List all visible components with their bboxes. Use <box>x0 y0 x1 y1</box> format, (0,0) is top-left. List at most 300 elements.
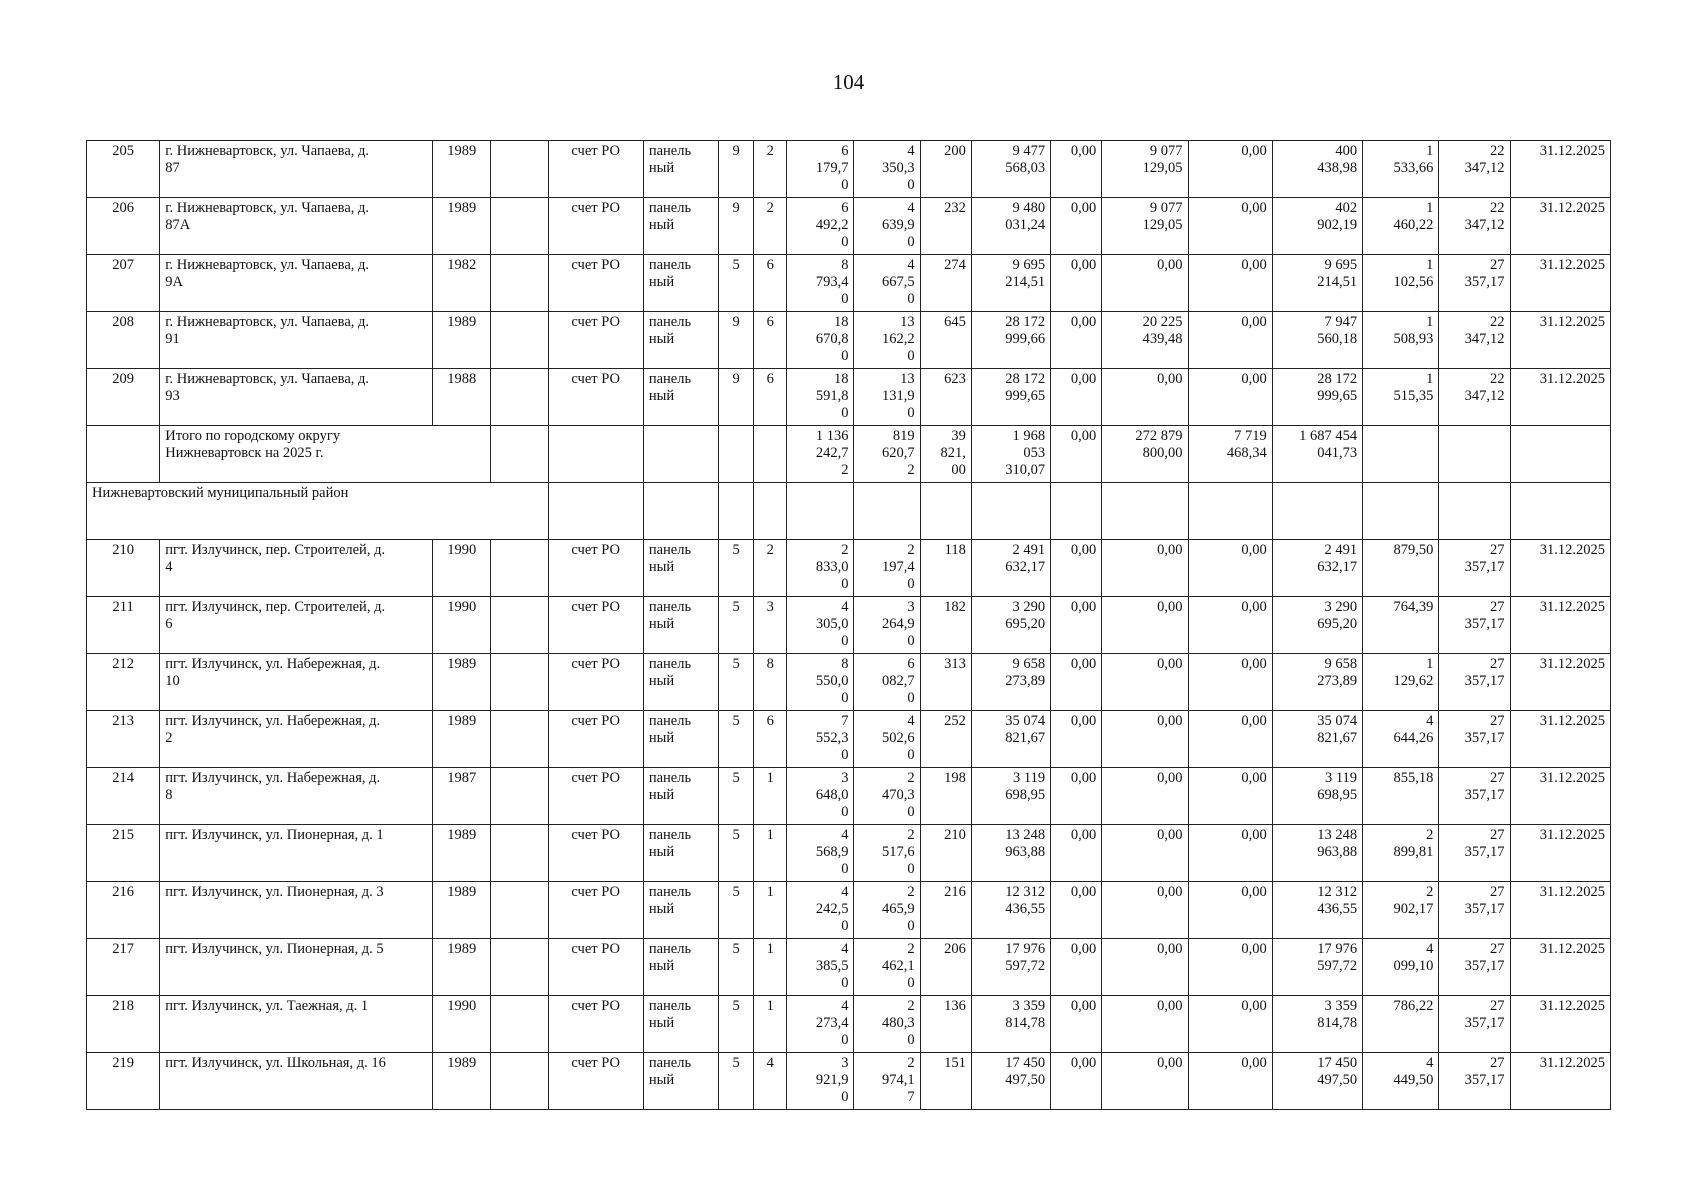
total-residents-cell: 39 821, 00 <box>920 426 971 483</box>
residents-cell: 136 <box>920 996 971 1053</box>
empty-cell <box>491 255 548 312</box>
empty-cell <box>643 426 718 483</box>
total-cost-cell: 13 248 963,88 <box>971 825 1050 882</box>
empty-cell <box>754 426 787 483</box>
owner-funds-cell: 7 947 560,18 <box>1272 312 1362 369</box>
unit-cost-cell: 764,39 <box>1363 597 1439 654</box>
residential-area-cell: 2 517,6 0 <box>854 825 920 882</box>
total-area-cell: 6 179,7 0 <box>787 141 854 198</box>
total-area-total-cell: 1 136 242,7 2 <box>787 426 854 483</box>
year-cell: 1989 <box>433 654 491 711</box>
total-area-cell: 7 552,3 0 <box>787 711 854 768</box>
address-cell: пгт. Излучинск, ул. Набережная, д. 10 <box>160 654 433 711</box>
table-row <box>87 198 1611 255</box>
unit-cost-cell: 1 508,93 <box>1363 312 1439 369</box>
floors-cell: 5 <box>719 540 754 597</box>
residents-cell: 645 <box>920 312 971 369</box>
federal-funds-cell: 0,00 <box>1051 654 1102 711</box>
fund-method-cell: счет РО <box>548 255 643 312</box>
table-row <box>87 996 1611 1053</box>
total-area-cell: 8 550,0 0 <box>787 654 854 711</box>
year-cell: 1989 <box>433 312 491 369</box>
table-row <box>87 711 1611 768</box>
total-area-cell: 4 385,5 0 <box>787 939 854 996</box>
entrances-cell: 6 <box>754 312 787 369</box>
fund-method-cell: счет РО <box>548 369 643 426</box>
empty-cell <box>754 483 787 540</box>
completion-date-cell: 31.12.2025 <box>1510 996 1610 1053</box>
table-row <box>87 882 1611 939</box>
wall-material-cell: панель ный <box>643 198 718 255</box>
regional-funds-cell: 0,00 <box>1102 996 1188 1053</box>
fund-method-cell: счет РО <box>548 711 643 768</box>
cost-limit-cell: 22 347,12 <box>1439 312 1510 369</box>
fund-method-cell: счет РО <box>548 939 643 996</box>
total-cost-cell: 17 976 597,72 <box>971 939 1050 996</box>
regional-funds-cell: 9 077 129,05 <box>1102 198 1188 255</box>
residential-area-cell: 4 639,9 0 <box>854 198 920 255</box>
owner-funds-cell: 17 450 497,50 <box>1272 1053 1362 1110</box>
group-header-row <box>87 483 1611 540</box>
year-cell: 1989 <box>433 882 491 939</box>
group-label: Нижневартовский муниципальный район <box>87 483 549 540</box>
local-funds-cell: 0,00 <box>1188 141 1272 198</box>
unit-cost-cell: 1 102,56 <box>1363 255 1439 312</box>
federal-funds-cell: 0,00 <box>1051 1053 1102 1110</box>
fund-method-cell: счет РО <box>548 768 643 825</box>
owner-funds-cell: 3 359 814,78 <box>1272 996 1362 1053</box>
total-f4-cell: 1 687 454 041,73 <box>1272 426 1362 483</box>
wall-material-cell: панель ный <box>643 711 718 768</box>
row-number: 205 <box>87 141 160 198</box>
completion-date-cell: 31.12.2025 <box>1510 540 1610 597</box>
unit-cost-cell: 4 449,50 <box>1363 1053 1439 1110</box>
cost-limit-cell: 27 357,17 <box>1439 540 1510 597</box>
address-cell: пгт. Излучинск, пер. Строителей, д. 6 <box>160 597 433 654</box>
unit-cost-cell: 2 902,17 <box>1363 882 1439 939</box>
entrances-cell: 6 <box>754 369 787 426</box>
total-area-cell: 8 793,4 0 <box>787 255 854 312</box>
year-cell: 1989 <box>433 939 491 996</box>
wall-material-cell: панель ный <box>643 312 718 369</box>
federal-funds-cell: 0,00 <box>1051 540 1102 597</box>
local-funds-cell: 0,00 <box>1188 198 1272 255</box>
entrances-cell: 1 <box>754 996 787 1053</box>
residents-cell: 216 <box>920 882 971 939</box>
owner-funds-cell: 3 290 695,20 <box>1272 597 1362 654</box>
entrances-cell: 1 <box>754 939 787 996</box>
total-cost-cell: 3 119 698,95 <box>971 768 1050 825</box>
completion-date-cell: 31.12.2025 <box>1510 825 1610 882</box>
year-cell: 1987 <box>433 768 491 825</box>
empty-cell <box>854 483 920 540</box>
entrances-cell: 6 <box>754 255 787 312</box>
floors-cell: 9 <box>719 141 754 198</box>
residential-area-cell: 4 667,5 0 <box>854 255 920 312</box>
address-cell: пгт. Излучинск, ул. Пионерная, д. 5 <box>160 939 433 996</box>
address-cell: пгт. Излучинск, ул. Набережная, д. 2 <box>160 711 433 768</box>
housing-register-table <box>86 140 1611 1110</box>
residential-area-cell: 13 162,2 0 <box>854 312 920 369</box>
completion-date-cell: 31.12.2025 <box>1510 198 1610 255</box>
total-cost-cell: 3 290 695,20 <box>971 597 1050 654</box>
total-cost-cell: 3 359 814,78 <box>971 996 1050 1053</box>
owner-funds-cell: 13 248 963,88 <box>1272 825 1362 882</box>
total-area-cell: 4 242,5 0 <box>787 882 854 939</box>
residents-cell: 200 <box>920 141 971 198</box>
residential-area-cell: 4 502,6 0 <box>854 711 920 768</box>
local-funds-cell: 0,00 <box>1188 1053 1272 1110</box>
floors-cell: 9 <box>719 198 754 255</box>
row-number: 215 <box>87 825 160 882</box>
empty-cell <box>491 882 548 939</box>
wall-material-cell: панель ный <box>643 768 718 825</box>
unit-cost-cell: 1 460,22 <box>1363 198 1439 255</box>
fund-method-cell: счет РО <box>548 1053 643 1110</box>
total-area-cell: 3 648,0 0 <box>787 768 854 825</box>
table-row <box>87 540 1611 597</box>
entrances-cell: 1 <box>754 882 787 939</box>
total-area-cell: 6 492,2 0 <box>787 198 854 255</box>
floors-cell: 9 <box>719 312 754 369</box>
residents-cell: 151 <box>920 1053 971 1110</box>
row-number: 216 <box>87 882 160 939</box>
unit-cost-cell: 2 899,81 <box>1363 825 1439 882</box>
total-f3-cell: 7 719 468,34 <box>1188 426 1272 483</box>
wall-material-cell: панель ный <box>643 996 718 1053</box>
local-funds-cell: 0,00 <box>1188 597 1272 654</box>
cost-limit-cell: 27 357,17 <box>1439 825 1510 882</box>
entrances-cell: 2 <box>754 141 787 198</box>
unit-cost-cell: 1 129,62 <box>1363 654 1439 711</box>
entrances-cell: 1 <box>754 768 787 825</box>
unit-cost-cell: 4 644,26 <box>1363 711 1439 768</box>
regional-funds-cell: 0,00 <box>1102 255 1188 312</box>
owner-funds-cell: 402 902,19 <box>1272 198 1362 255</box>
regional-funds-cell: 0,00 <box>1102 711 1188 768</box>
fund-method-cell: счет РО <box>548 540 643 597</box>
floors-cell: 9 <box>719 369 754 426</box>
residential-area-cell: 4 350,3 0 <box>854 141 920 198</box>
regional-funds-cell: 0,00 <box>1102 369 1188 426</box>
regional-funds-cell: 20 225 439,48 <box>1102 312 1188 369</box>
completion-date-cell: 31.12.2025 <box>1510 141 1610 198</box>
row-number: 218 <box>87 996 160 1053</box>
row-number: 214 <box>87 768 160 825</box>
row-number: 219 <box>87 1053 160 1110</box>
year-cell: 1989 <box>433 825 491 882</box>
residential-area-cell: 6 082,7 0 <box>854 654 920 711</box>
unit-cost-cell: 855,18 <box>1363 768 1439 825</box>
floors-cell: 5 <box>719 711 754 768</box>
wall-material-cell: панель ный <box>643 654 718 711</box>
empty-cell <box>491 654 548 711</box>
fund-method-cell: счет РО <box>548 312 643 369</box>
table-row <box>87 369 1611 426</box>
total-cost-cell: 2 491 632,17 <box>971 540 1050 597</box>
address-cell: г. Нижневартовск, ул. Чапаева, д. 93 <box>160 369 433 426</box>
floors-cell: 5 <box>719 1053 754 1110</box>
table-row <box>87 654 1611 711</box>
local-funds-cell: 0,00 <box>1188 312 1272 369</box>
empty-cell <box>1439 483 1510 540</box>
entrances-cell: 2 <box>754 198 787 255</box>
cost-limit-cell: 27 357,17 <box>1439 768 1510 825</box>
wall-material-cell: панель ный <box>643 597 718 654</box>
year-cell: 1988 <box>433 369 491 426</box>
floors-cell: 5 <box>719 255 754 312</box>
unit-cost-cell: 4 099,10 <box>1363 939 1439 996</box>
table-row <box>87 255 1611 312</box>
year-cell: 1989 <box>433 198 491 255</box>
unit-cost-cell: 1 515,35 <box>1363 369 1439 426</box>
address-cell: г. Нижневартовск, ул. Чапаева, д. 91 <box>160 312 433 369</box>
address-cell: пгт. Излучинск, ул. Таежная, д. 1 <box>160 996 433 1053</box>
address-cell: пгт. Излучинск, пер. Строителей, д. 4 <box>160 540 433 597</box>
empty-cell <box>491 540 548 597</box>
empty-cell <box>971 483 1050 540</box>
entrances-cell: 4 <box>754 1053 787 1110</box>
empty-cell <box>87 426 160 483</box>
residents-cell: 118 <box>920 540 971 597</box>
residential-area-cell: 2 480,3 0 <box>854 996 920 1053</box>
empty-cell <box>548 426 643 483</box>
regional-funds-cell: 0,00 <box>1102 882 1188 939</box>
total-f2-cell: 272 879 800,00 <box>1102 426 1188 483</box>
local-funds-cell: 0,00 <box>1188 882 1272 939</box>
wall-material-cell: панель ный <box>643 1053 718 1110</box>
address-cell: пгт. Излучинск, ул. Пионерная, д. 3 <box>160 882 433 939</box>
row-number: 210 <box>87 540 160 597</box>
fund-method-cell: счет РО <box>548 996 643 1053</box>
floors-cell: 5 <box>719 654 754 711</box>
empty-cell <box>491 825 548 882</box>
address-cell: г. Нижневартовск, ул. Чапаева, д. 9А <box>160 255 433 312</box>
total-cost-cell: 9 695 214,51 <box>971 255 1050 312</box>
completion-date-cell: 31.12.2025 <box>1510 1053 1610 1110</box>
total-cost-cell: 12 312 436,55 <box>971 882 1050 939</box>
row-number: 208 <box>87 312 160 369</box>
floors-cell: 5 <box>719 768 754 825</box>
year-cell: 1990 <box>433 597 491 654</box>
completion-date-cell: 31.12.2025 <box>1510 768 1610 825</box>
wall-material-cell: панель ный <box>643 825 718 882</box>
federal-funds-cell: 0,00 <box>1051 141 1102 198</box>
completion-date-cell: 31.12.2025 <box>1510 711 1610 768</box>
total-area-cell: 4 273,4 0 <box>787 996 854 1053</box>
local-funds-cell: 0,00 <box>1188 768 1272 825</box>
federal-funds-cell: 0,00 <box>1051 882 1102 939</box>
total-f1-cell: 0,00 <box>1051 426 1102 483</box>
total-area-cell: 2 833,0 0 <box>787 540 854 597</box>
address-cell: пгт. Излучинск, ул. Пионерная, д. 1 <box>160 825 433 882</box>
cost-limit-cell: 27 357,17 <box>1439 882 1510 939</box>
empty-cell <box>491 198 548 255</box>
empty-cell <box>491 426 548 483</box>
residential-area-cell: 3 264,9 0 <box>854 597 920 654</box>
page-number: 104 <box>832 70 865 94</box>
fund-method-cell: счет РО <box>548 597 643 654</box>
empty-cell <box>1051 483 1102 540</box>
cost-limit-cell: 27 357,17 <box>1439 711 1510 768</box>
floors-cell: 5 <box>719 996 754 1053</box>
residential-area-cell: 2 470,3 0 <box>854 768 920 825</box>
completion-date-cell: 31.12.2025 <box>1510 369 1610 426</box>
wall-material-cell: панель ный <box>643 939 718 996</box>
residents-cell: 182 <box>920 597 971 654</box>
federal-funds-cell: 0,00 <box>1051 768 1102 825</box>
row-number: 217 <box>87 939 160 996</box>
regional-funds-cell: 0,00 <box>1102 768 1188 825</box>
empty-cell <box>491 597 548 654</box>
table-row <box>87 312 1611 369</box>
empty-cell <box>719 483 754 540</box>
wall-material-cell: панель ный <box>643 882 718 939</box>
empty-cell <box>1510 426 1610 483</box>
empty-cell <box>787 483 854 540</box>
fund-method-cell: счет РО <box>548 825 643 882</box>
empty-cell <box>920 483 971 540</box>
regional-funds-cell: 9 077 129,05 <box>1102 141 1188 198</box>
empty-cell <box>548 483 643 540</box>
cost-limit-cell: 22 347,12 <box>1439 141 1510 198</box>
cost-limit-cell: 27 357,17 <box>1439 996 1510 1053</box>
owner-funds-cell: 28 172 999,65 <box>1272 369 1362 426</box>
year-cell: 1989 <box>433 141 491 198</box>
empty-cell <box>643 483 718 540</box>
wall-material-cell: панель ный <box>643 141 718 198</box>
address-cell: г. Нижневартовск, ул. Чапаева, д. 87А <box>160 198 433 255</box>
regional-funds-cell: 0,00 <box>1102 825 1188 882</box>
table-row <box>87 768 1611 825</box>
row-number: 211 <box>87 597 160 654</box>
empty-cell <box>1363 483 1439 540</box>
unit-cost-cell: 879,50 <box>1363 540 1439 597</box>
cost-limit-cell: 27 357,17 <box>1439 939 1510 996</box>
table-row <box>87 939 1611 996</box>
year-cell: 1989 <box>433 1053 491 1110</box>
address-cell: пгт. Излучинск, ул. Набережная, д. 8 <box>160 768 433 825</box>
owner-funds-cell: 35 074 821,67 <box>1272 711 1362 768</box>
regional-funds-cell: 0,00 <box>1102 597 1188 654</box>
cost-limit-cell: 27 357,17 <box>1439 255 1510 312</box>
residential-area-cell: 13 131,9 0 <box>854 369 920 426</box>
owner-funds-cell: 400 438,98 <box>1272 141 1362 198</box>
entrances-cell: 8 <box>754 654 787 711</box>
completion-date-cell: 31.12.2025 <box>1510 255 1610 312</box>
total-area-cell: 18 591,8 0 <box>787 369 854 426</box>
total-area-cell: 4 568,9 0 <box>787 825 854 882</box>
table-row <box>87 141 1611 198</box>
floors-cell: 5 <box>719 882 754 939</box>
total-area-cell: 3 921,9 0 <box>787 1053 854 1110</box>
owner-funds-cell: 17 976 597,72 <box>1272 939 1362 996</box>
local-funds-cell: 0,00 <box>1188 825 1272 882</box>
owner-funds-cell: 9 695 214,51 <box>1272 255 1362 312</box>
total-cost-cell: 1 968 053 310,07 <box>971 426 1050 483</box>
completion-date-cell: 31.12.2025 <box>1510 882 1610 939</box>
total-cost-cell: 35 074 821,67 <box>971 711 1050 768</box>
federal-funds-cell: 0,00 <box>1051 369 1102 426</box>
year-cell: 1982 <box>433 255 491 312</box>
empty-cell <box>491 711 548 768</box>
floors-cell: 5 <box>719 597 754 654</box>
local-funds-cell: 0,00 <box>1188 939 1272 996</box>
regional-funds-cell: 0,00 <box>1102 1053 1188 1110</box>
row-number: 206 <box>87 198 160 255</box>
local-funds-cell: 0,00 <box>1188 711 1272 768</box>
floors-cell: 5 <box>719 825 754 882</box>
federal-funds-cell: 0,00 <box>1051 312 1102 369</box>
local-funds-cell: 0,00 <box>1188 996 1272 1053</box>
regional-funds-cell: 0,00 <box>1102 654 1188 711</box>
total-cost-cell: 28 172 999,65 <box>971 369 1050 426</box>
residents-cell: 206 <box>920 939 971 996</box>
empty-cell <box>1363 426 1439 483</box>
total-cost-cell: 9 480 031,24 <box>971 198 1050 255</box>
unit-cost-cell: 1 533,66 <box>1363 141 1439 198</box>
empty-cell <box>719 426 754 483</box>
residents-cell: 252 <box>920 711 971 768</box>
cost-limit-cell: 27 357,17 <box>1439 597 1510 654</box>
wall-material-cell: панель ный <box>643 540 718 597</box>
residents-cell: 623 <box>920 369 971 426</box>
fund-method-cell: счет РО <box>548 882 643 939</box>
wall-material-cell: панель ный <box>643 369 718 426</box>
residents-cell: 313 <box>920 654 971 711</box>
empty-cell <box>491 312 548 369</box>
table-row <box>87 597 1611 654</box>
total-area-cell: 4 305,0 0 <box>787 597 854 654</box>
local-funds-cell: 0,00 <box>1188 540 1272 597</box>
federal-funds-cell: 0,00 <box>1051 198 1102 255</box>
fund-method-cell: счет РО <box>548 141 643 198</box>
cost-limit-cell: 27 357,17 <box>1439 654 1510 711</box>
residential-area-cell: 2 465,9 0 <box>854 882 920 939</box>
cost-limit-cell: 27 357,17 <box>1439 1053 1510 1110</box>
completion-date-cell: 31.12.2025 <box>1510 597 1610 654</box>
owner-funds-cell: 12 312 436,55 <box>1272 882 1362 939</box>
residents-cell: 232 <box>920 198 971 255</box>
row-number: 212 <box>87 654 160 711</box>
empty-cell <box>491 141 548 198</box>
owner-funds-cell: 3 119 698,95 <box>1272 768 1362 825</box>
total-area-cell: 18 670,8 0 <box>787 312 854 369</box>
completion-date-cell: 31.12.2025 <box>1510 654 1610 711</box>
federal-funds-cell: 0,00 <box>1051 825 1102 882</box>
federal-funds-cell: 0,00 <box>1051 939 1102 996</box>
cost-limit-cell: 22 347,12 <box>1439 369 1510 426</box>
year-cell: 1989 <box>433 711 491 768</box>
completion-date-cell: 31.12.2025 <box>1510 312 1610 369</box>
local-funds-cell: 0,00 <box>1188 369 1272 426</box>
regional-funds-cell: 0,00 <box>1102 540 1188 597</box>
owner-funds-cell: 2 491 632,17 <box>1272 540 1362 597</box>
federal-funds-cell: 0,00 <box>1051 255 1102 312</box>
wall-material-cell: панель ный <box>643 255 718 312</box>
entrances-cell: 1 <box>754 825 787 882</box>
federal-funds-cell: 0,00 <box>1051 711 1102 768</box>
row-number: 207 <box>87 255 160 312</box>
completion-date-cell: 31.12.2025 <box>1510 939 1610 996</box>
federal-funds-cell: 0,00 <box>1051 597 1102 654</box>
fund-method-cell: счет РО <box>548 654 643 711</box>
total-area-res-cell: 819 620,7 2 <box>854 426 920 483</box>
empty-cell <box>1188 483 1272 540</box>
federal-funds-cell: 0,00 <box>1051 996 1102 1053</box>
table-row <box>87 1053 1611 1110</box>
address-cell: пгт. Излучинск, ул. Школьная, д. 16 <box>160 1053 433 1110</box>
